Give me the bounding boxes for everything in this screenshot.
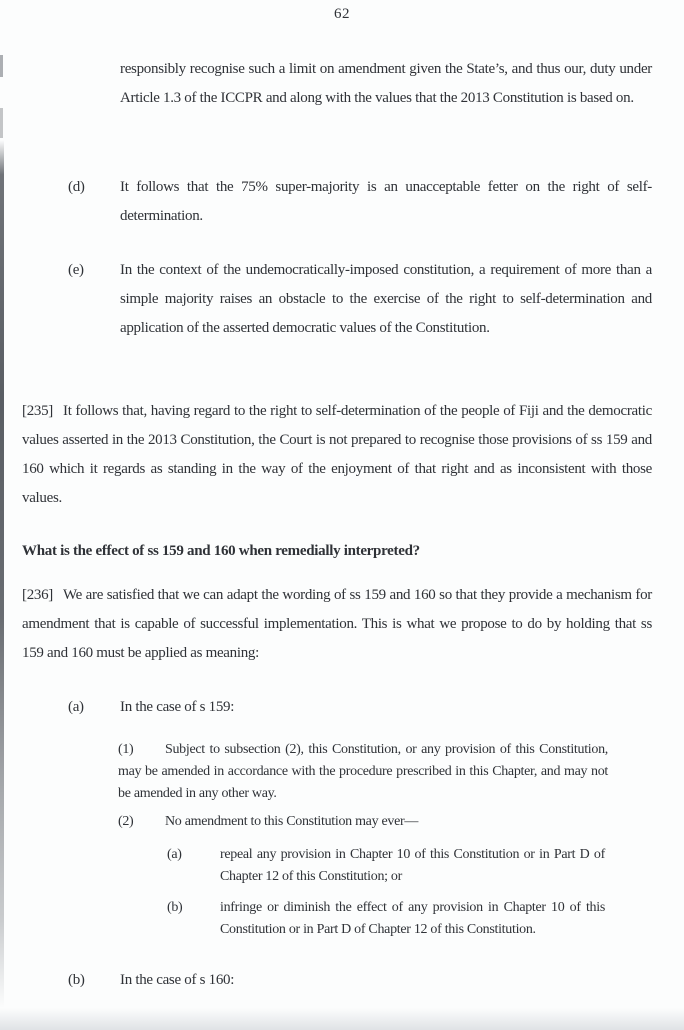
paragraph-236-number: [236] — [22, 587, 53, 603]
clause-1 — [118, 739, 608, 805]
clause-2a-text: repeal any provision in Chapter 10 of this Constitution or in Part D of Chapter 12 of this Constitution; or — [220, 847, 605, 884]
clause-2a — [167, 844, 605, 888]
page-number: 62 — [334, 6, 350, 22]
clause-2b-text: infringe or diminish the effect of any provision in Chapter 10 of this Constitution or in Part D of Chapter 12 of this Constitution. — [220, 900, 605, 937]
list-item-b-text: In the case of s 160: — [120, 972, 235, 988]
scan-edge-dash-top — [0, 55, 3, 77]
section-heading: What is the effect of ss 159 and 160 when remedially interpreted? — [22, 543, 420, 559]
list-item-d — [68, 173, 652, 231]
paragraph-235 — [22, 397, 652, 513]
paragraph-235-number: [235] — [22, 403, 53, 419]
paragraph-235-text: It follows that, having regard to the right to self-determination of the people of Fiji and the democratic values asserted in the 2013 Constitution, the Court is not prepared to recognise those provisions of ss 159 and 160 which it regards as standing in the way of the enjoyment of that right and as inconsistent with those values. — [22, 403, 652, 506]
clause-2b — [167, 897, 605, 941]
list-item-a-marker: (a) — [68, 699, 84, 715]
clause-2 — [118, 811, 608, 833]
clause-1-number: (1) — [118, 742, 134, 757]
clause-2-number: (2) — [118, 814, 134, 829]
scan-edge-dash-upper — [0, 108, 3, 138]
clause-1-text: Subject to subsection (2), this Constitution, or any provision of this Constitution, may be amended in accordance with the procedure prescribed in this Chapter, and may not be amended in any other way. — [118, 742, 608, 801]
paragraph-236-text: We are satisfied that we can adapt the wording of ss 159 and 160 so that they provide a mechanism for amendment that is capable of successful implementation. This is what we propose to do by holding that ss 159 and 160 must be applied as meaning: — [22, 587, 652, 661]
list-item-e — [68, 256, 652, 343]
clause-2a-marker: (a) — [167, 847, 182, 862]
list-item-a-text: In the case of s 159: — [120, 699, 235, 715]
scan-edge-artifact — [0, 140, 4, 1008]
clause-2-text: No amendment to this Constitution may ever— — [165, 814, 419, 829]
list-item-a — [68, 693, 652, 722]
paragraph-236 — [22, 581, 652, 668]
list-item-b-marker: (b) — [68, 972, 85, 988]
page-bottom-shadow — [0, 1008, 684, 1030]
list-item-e-marker: (e) — [68, 262, 84, 278]
list-item-d-marker: (d) — [68, 179, 85, 195]
paragraph-continuation: responsibly recognise such a limit on amendment given the State’s, and thus our, duty under Article 1.3 of the ICCPR and along with the values that the 2013 Constitution is based on. — [120, 61, 652, 106]
list-item-b — [68, 966, 652, 995]
clause-2b-marker: (b) — [167, 900, 183, 915]
list-item-d-text: It follows that the 75% super-majority is an unacceptable fetter on the right of self-determination. — [120, 179, 652, 224]
list-item-e-text: In the context of the undemocratically-imposed constitution, a requirement of more than a simple majority raises an obstacle to the exercise of the right to self-determination and application of the asserted democratic values of the Constitution. — [120, 262, 652, 336]
